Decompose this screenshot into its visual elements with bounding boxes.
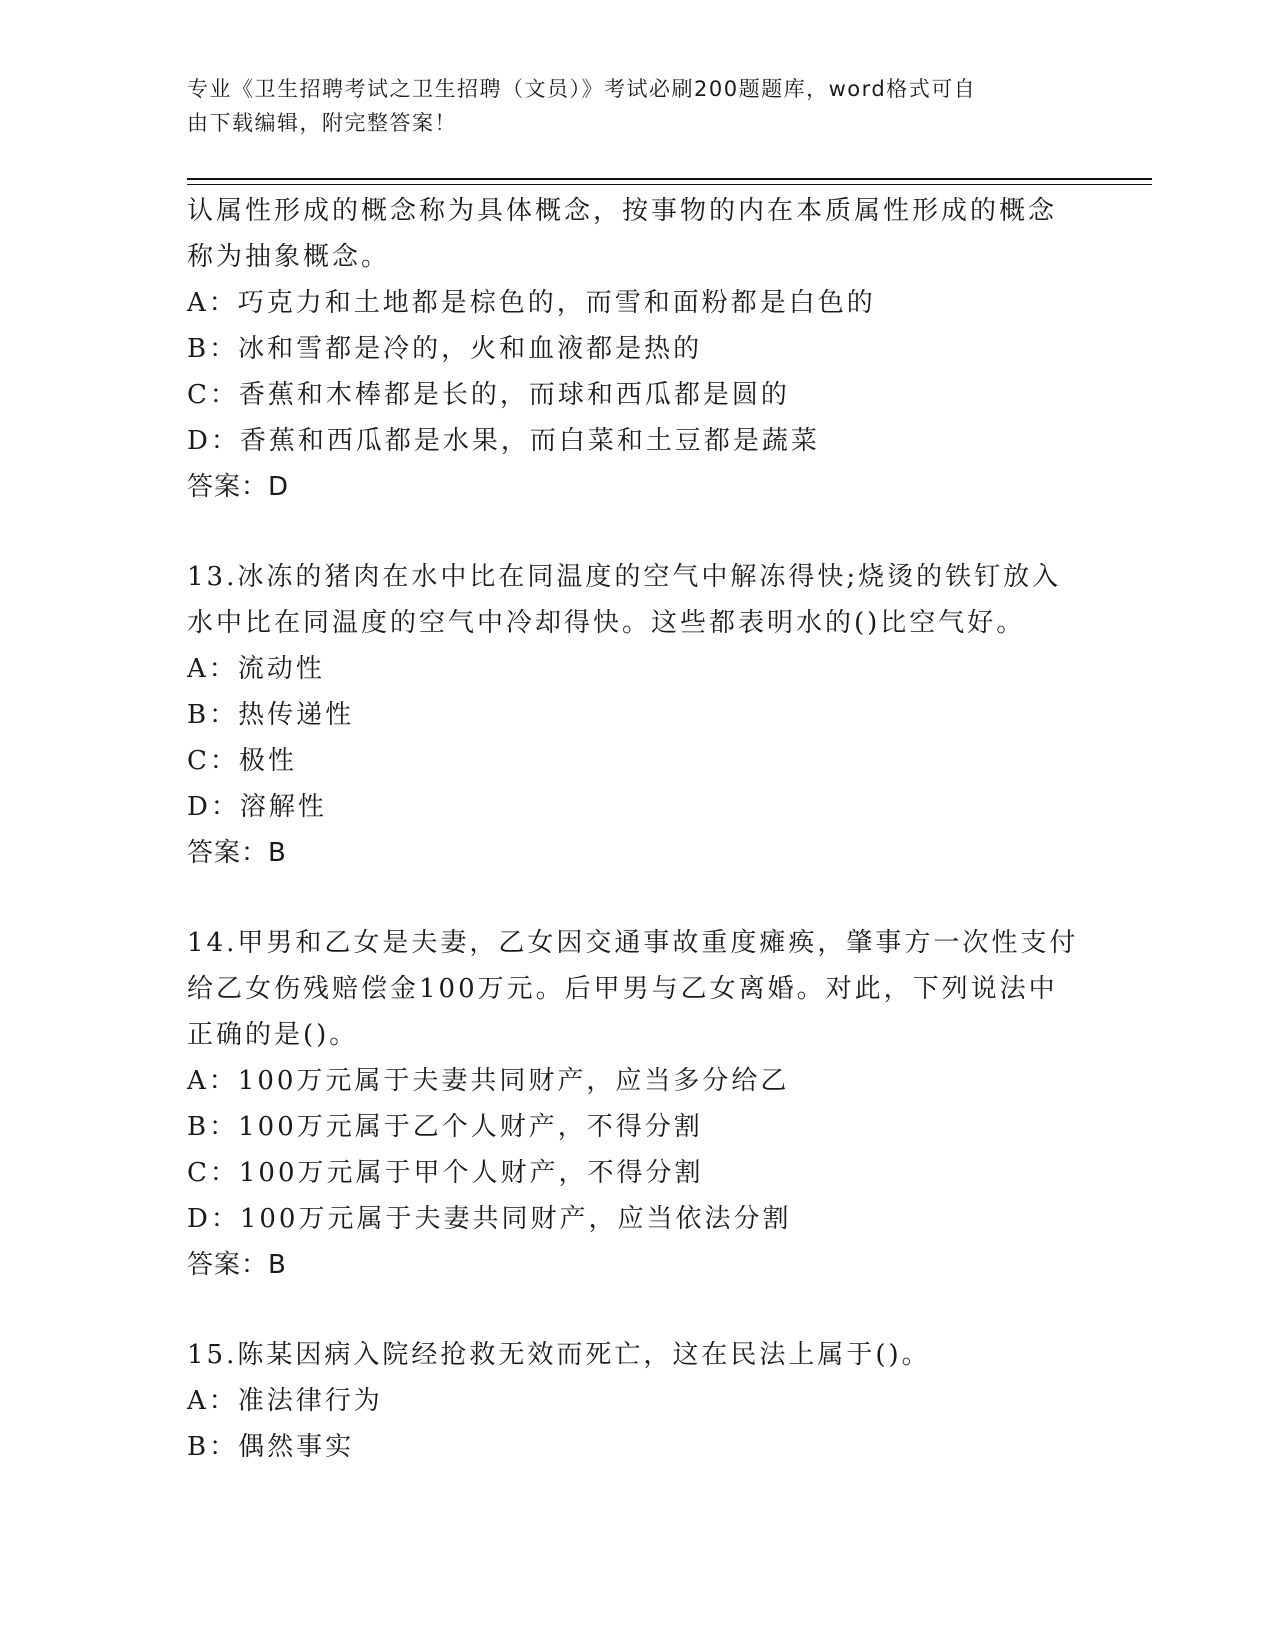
question-15 [187,1332,1087,1470]
option-a: A：准法律行为 [187,1386,383,1416]
header-rule-thick [187,178,1152,180]
question-stem: 水中比在同温度的空气中冷却得快。这些都表明水的()比空气好。 [187,608,1026,638]
header-line-1: 专业《卫生招聘考试之卫生招聘（文员）》考试必刷200题题库，word格式可自 [187,77,977,101]
option-d: D：香蕉和西瓜都是水果，而白菜和土豆都是蔬菜 [187,426,820,456]
question-stem: 15.陈某因病入院经抢救无效而死亡，这在民法上属于()。 [187,1340,931,1370]
question-14 [187,920,1087,1288]
spacer [187,876,1087,920]
question-12 [187,188,1087,510]
option-a: A：巧克力和土地都是棕色的，而雪和面粉都是白色的 [187,288,876,318]
spacer [187,1288,1087,1332]
option-c: C：100万元属于甲个人财产，不得分割 [187,1158,704,1188]
document-header [187,72,1067,140]
option-b: B：冰和雪都是冷的，火和血液都是热的 [187,334,703,364]
answer: 答案：D [187,472,290,502]
question-stem: 正确的是()。 [187,1020,359,1050]
option-d: D：100万元属于夫妻共同财产，应当依法分割 [187,1204,792,1234]
question-stem: 称为抽象概念。 [187,242,391,272]
question-stem: 认属性形成的概念称为具体概念，按事物的内在本质属性形成的概念 [187,196,1058,226]
option-d: D：溶解性 [187,792,327,822]
header-rule-thin [187,184,1152,185]
question-13 [187,554,1087,876]
option-c: C：香蕉和木棒都是长的，而球和西瓜都是圆的 [187,380,790,410]
answer: 答案：B [187,838,287,868]
option-a: A：100万元属于夫妻共同财产，应当多分给乙 [187,1066,790,1096]
answer: 答案：B [187,1250,287,1280]
option-a: A：流动性 [187,654,325,684]
question-stem: 14.甲男和乙女是夫妻，乙女因交通事故重度瘫痪，肇事方一次性支付 [187,928,1079,958]
question-stem: 给乙女伤残赔偿金100万元。后甲男与乙女离婚。对此，下列说法中 [187,974,1058,1004]
question-stem: 13.冰冻的猪肉在水中比在同温度的空气中解冻得快;烧烫的铁钉放入 [187,562,1062,592]
spacer [187,510,1087,554]
question-list [187,188,1087,1470]
option-b: B：热传递性 [187,700,355,730]
header-line-2: 由下载编辑，附完整答案！ [187,111,457,135]
option-c: C：极性 [187,746,297,776]
option-b: B：100万元属于乙个人财产，不得分割 [187,1112,703,1142]
option-b: B：偶然事实 [187,1432,355,1462]
